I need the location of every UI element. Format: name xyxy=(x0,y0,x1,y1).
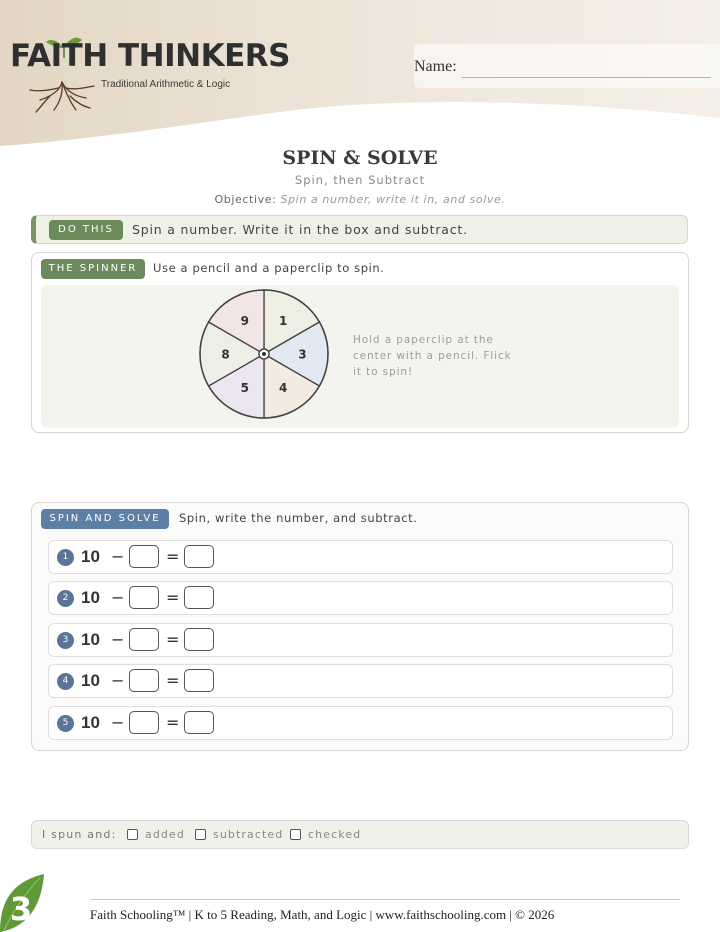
spinner-instruction: Use a pencil and a paperclip to spin. xyxy=(153,261,385,275)
problem-row xyxy=(48,664,673,698)
equals-sign: = xyxy=(166,671,180,690)
spun-number-box[interactable] xyxy=(129,711,159,734)
spinner-segment-label: 4 xyxy=(279,380,288,395)
minus-sign: − xyxy=(111,588,125,607)
answer-box[interactable] xyxy=(184,628,214,651)
spun-number-box[interactable] xyxy=(129,586,159,609)
checked-checkbox[interactable] xyxy=(290,829,301,840)
minus-sign: − xyxy=(111,630,125,649)
problem-row xyxy=(48,623,673,657)
check-bar xyxy=(31,820,689,849)
minuend: 10 xyxy=(81,588,100,607)
name-label: Name: xyxy=(414,58,457,75)
minuend: 10 xyxy=(81,671,100,690)
problem-number-badge: 5 xyxy=(57,715,74,732)
problem-number-badge: 1 xyxy=(57,549,74,566)
problem-row xyxy=(48,581,673,615)
problem-number-badge: 2 xyxy=(57,590,74,607)
answer-box[interactable] xyxy=(184,711,214,734)
spin-and-solve-instruction: Spin, write the number, and subtract. xyxy=(179,511,418,525)
equals-sign: = xyxy=(166,630,180,649)
page-title: SPIN & SOLVE xyxy=(282,147,438,169)
grade-number: 3 xyxy=(9,890,33,928)
spinner-center-dot xyxy=(262,352,266,356)
objective-text: Spin a number, write it in, and solve. xyxy=(280,193,506,206)
footer-text: Faith Schooling™ | K to 5 Reading, Math, and Logic | www.faithschooling.com | © 2026 xyxy=(90,907,555,922)
spinner-segment-label: 3 xyxy=(298,347,307,362)
minus-sign: − xyxy=(111,671,125,690)
footer-divider xyxy=(90,899,680,900)
minuend: 10 xyxy=(81,547,100,566)
logo-subtitle: Traditional Arithmetic & Logic xyxy=(101,79,231,90)
subtracted-label: subtracted xyxy=(213,828,284,841)
answer-box[interactable] xyxy=(184,669,214,692)
objective xyxy=(0,193,720,206)
minus-sign: − xyxy=(111,547,125,566)
spin-and-solve-tag: SPIN AND SOLVE xyxy=(41,509,169,529)
spun-number-box[interactable] xyxy=(129,669,159,692)
added-checkbox[interactable] xyxy=(127,829,138,840)
spin-and-solve-panel xyxy=(31,502,689,751)
do-this-text: Spin a number. Write it in the box and subtract. xyxy=(132,222,468,237)
do-this-tag: DO THIS xyxy=(49,220,123,240)
logo-title: FAITH THINKERS xyxy=(10,38,290,74)
spinner-panel xyxy=(31,252,689,433)
subtracted-checkbox[interactable] xyxy=(195,829,206,840)
do-this-bar xyxy=(31,215,688,244)
spinner-wheel[interactable] xyxy=(198,288,330,420)
grade-leaf-icon xyxy=(0,870,48,932)
spun-number-box[interactable] xyxy=(129,545,159,568)
objective-label: Objective: xyxy=(214,193,277,206)
name-field-area xyxy=(414,44,720,88)
answer-box[interactable] xyxy=(184,586,214,609)
equals-sign: = xyxy=(166,547,180,566)
spinner-area xyxy=(41,285,679,428)
problem-number-badge: 3 xyxy=(57,632,74,649)
page-subtitle: Spin, then Subtract xyxy=(294,173,426,187)
spinner-segment-label: 8 xyxy=(221,347,230,362)
minus-sign: − xyxy=(111,713,125,732)
minuend: 10 xyxy=(81,713,100,732)
check-label: I spun and: xyxy=(42,828,117,841)
problem-row xyxy=(48,706,673,740)
spinner-note: Hold a paperclip at the center with a pencil. Flick it to spin! xyxy=(353,334,512,378)
problem-row xyxy=(48,540,673,574)
minuend: 10 xyxy=(81,630,100,649)
equals-sign: = xyxy=(166,588,180,607)
spinner-segment-label: 1 xyxy=(279,314,288,329)
name-write-line[interactable] xyxy=(461,77,711,78)
spinner-tag: THE SPINNER xyxy=(41,259,145,279)
spinner-segment-label: 9 xyxy=(240,314,249,329)
spinner-segment-label: 5 xyxy=(240,380,249,395)
equals-sign: = xyxy=(166,713,180,732)
answer-box[interactable] xyxy=(184,545,214,568)
spun-number-box[interactable] xyxy=(129,628,159,651)
problem-number-badge: 4 xyxy=(57,673,74,690)
checked-label: checked xyxy=(308,828,362,841)
added-label: added xyxy=(145,828,185,841)
